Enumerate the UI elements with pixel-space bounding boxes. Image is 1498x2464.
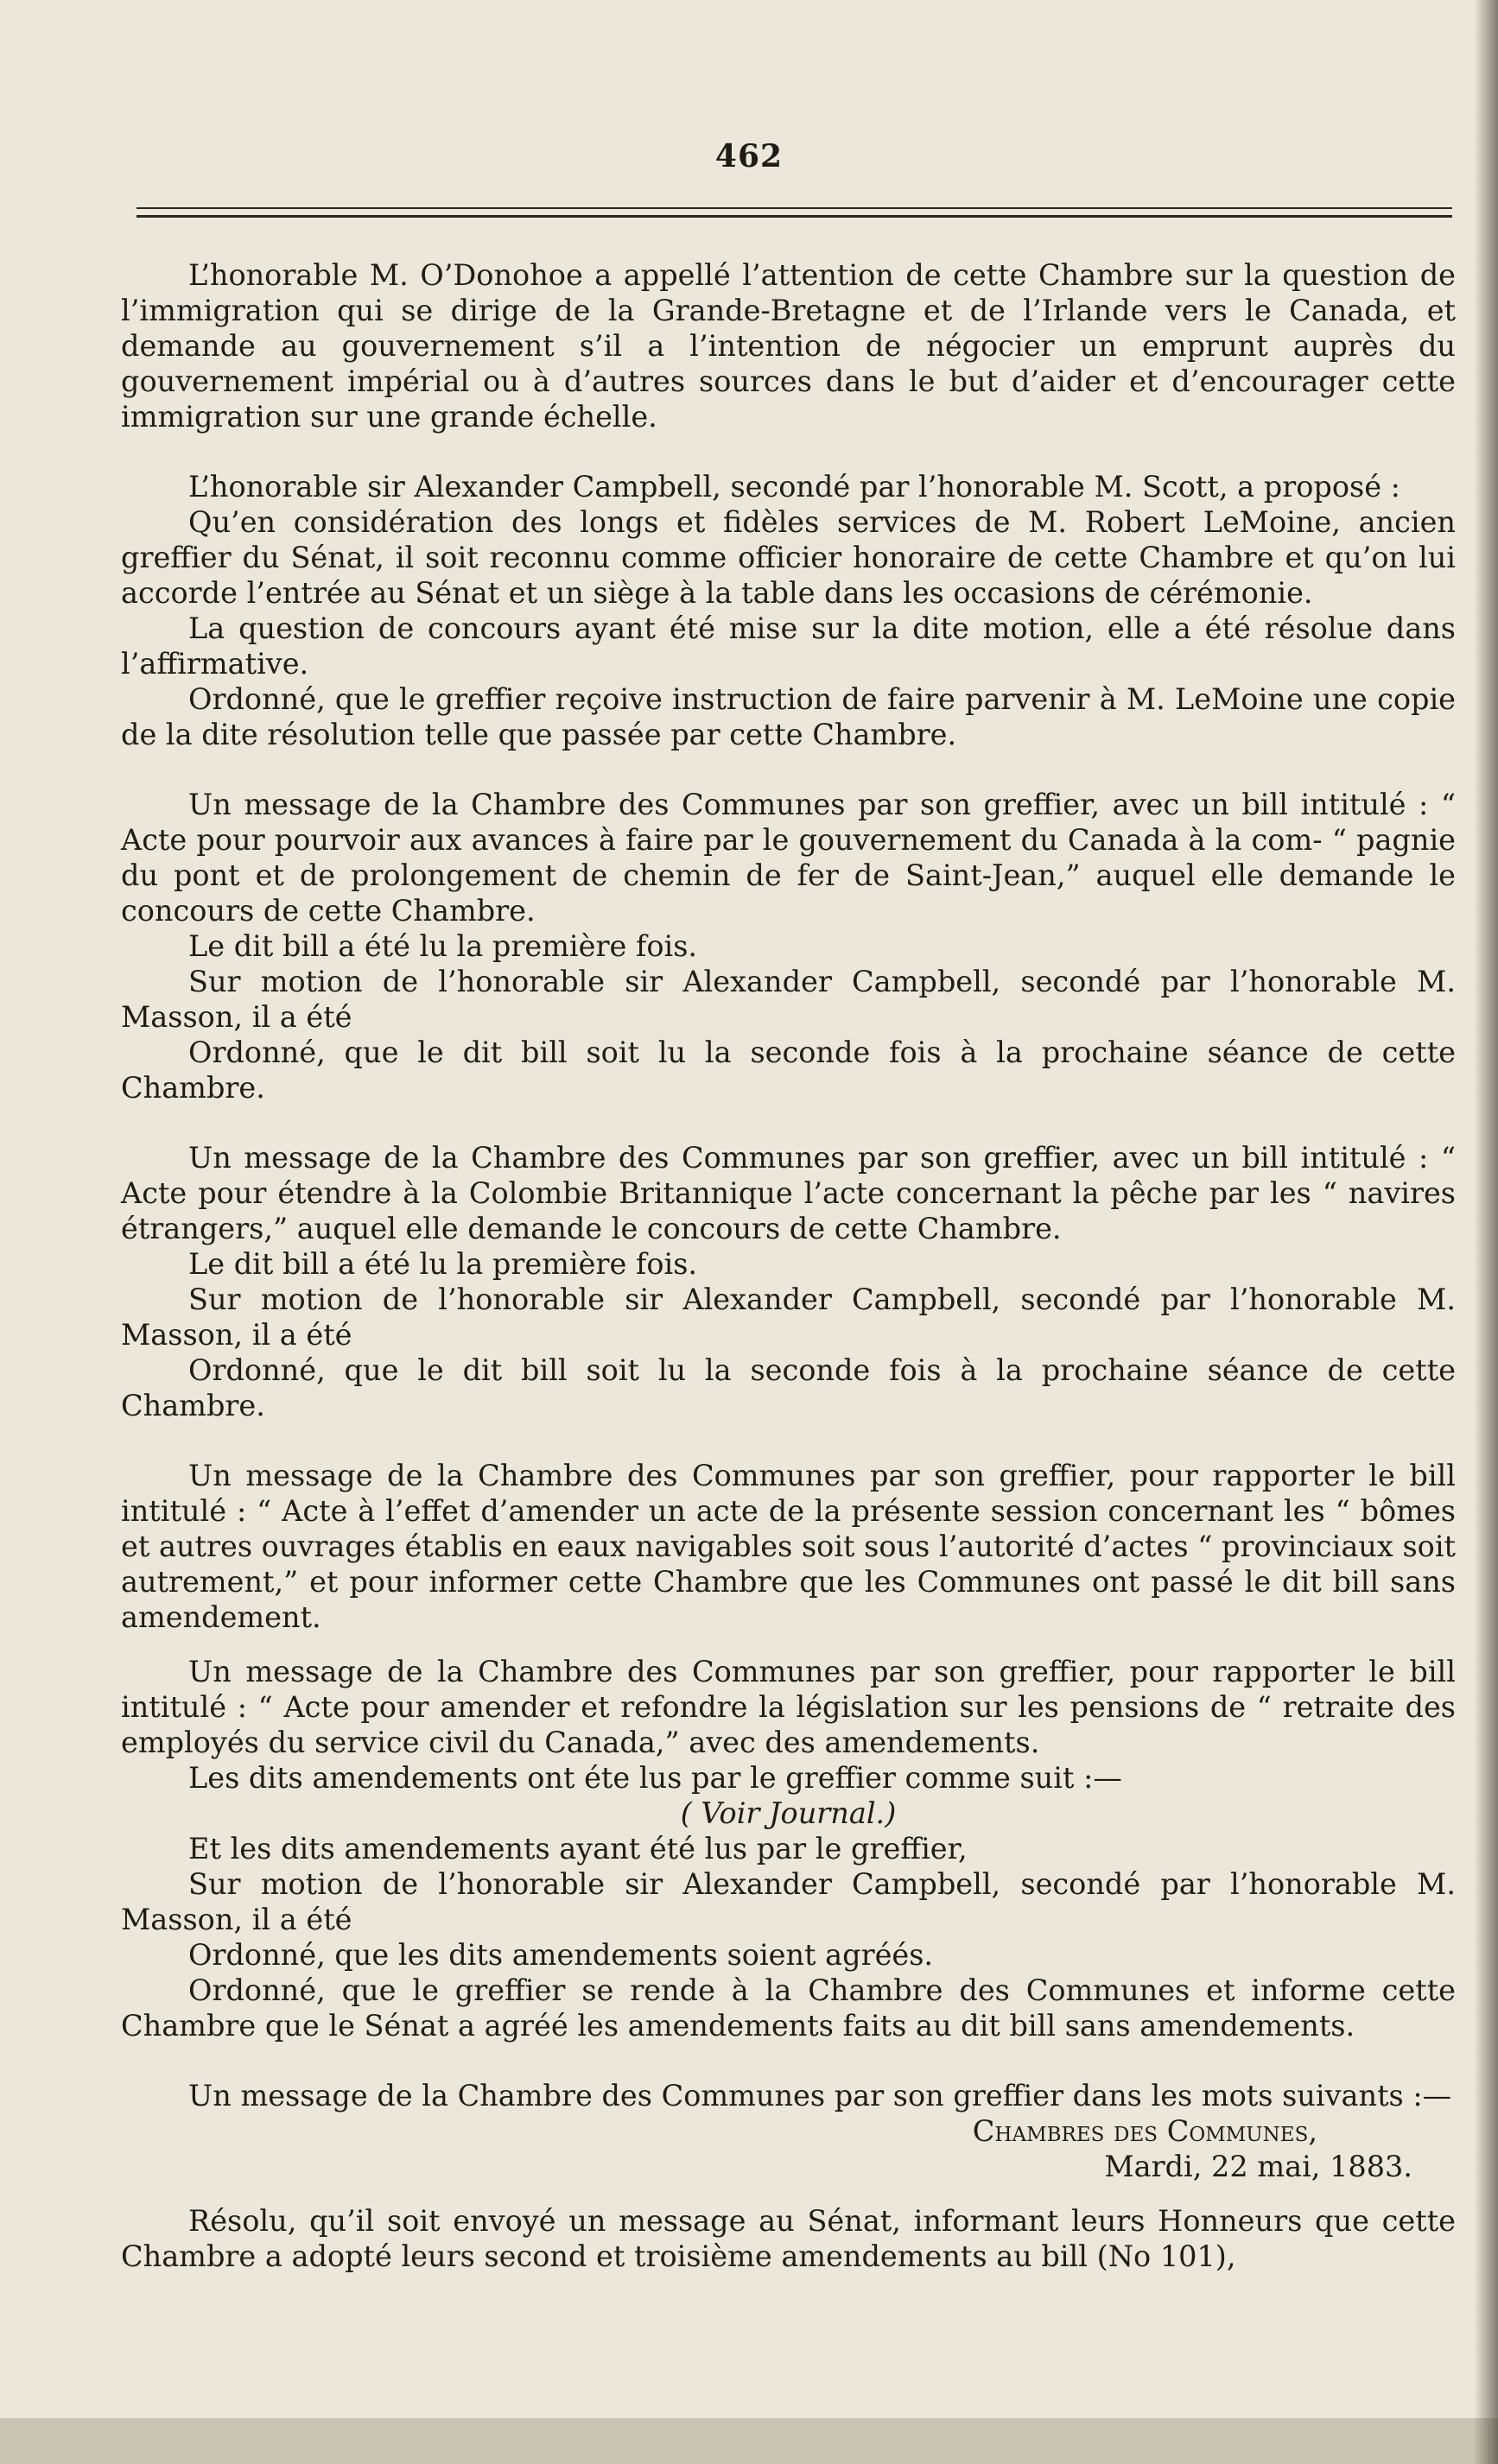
paragraph-message-colombie: Un message de la Chambre des Communes par son greffier, avec un bill intitulé : “ Acte pour étendre à la Colombie Britannique l’acte concernant la pêche par les “ navires étrangers,” auquel elle demande le concours de cette Chambre. <box>121 1141 1456 1245</box>
paragraph-message-mots-suivants: Un message de la Chambre des Communes par son greffier dans les mots suivants :— <box>188 2079 1452 2112</box>
paragraph-ordonne-agrees: Ordonné, que les dits amendements soient agréés. <box>188 1938 934 1972</box>
paragraph-resolu: Résolu, qu’il soit envoyé un message au Sénat, informant leurs Honneurs que cette Chambre a adopté leurs second et troisième amendements au bill (No 101), <box>121 2204 1456 2273</box>
voir-journal: ( Voir Journal.) <box>680 1796 897 1830</box>
page-body <box>121 257 1456 2274</box>
page-number: 462 <box>714 138 784 174</box>
paragraph-motion: Sur motion de l’honorable sir Alexander Campbell, secondé par l’honorable M. Masson, il a été <box>121 1283 1456 1352</box>
paragraph-motion: Sur motion de l’honorable sir Alexander Campbell, secondé par l’honorable M. Masson, il a été <box>121 965 1456 1034</box>
paragraph-first-reading: Le dit bill a été lu la première fois. <box>188 929 698 963</box>
paragraph-ordonne-second-reading: Ordonné, que le dit bill soit lu la seconde fois à la prochaine séance de cette Chambre. <box>121 1353 1456 1422</box>
paragraph-ordonne-lemoine: Ordonné, que le greffier reçoive instruction de faire parvenir à M. LeMoine une copie de la dite résolution telle que passée par cette Chambre. <box>121 682 1456 751</box>
paragraph-message-bomes: Un message de la Chambre des Communes par son greffier, pour rapporter le bill intitulé : “ Acte à l’effet d’amender un acte de la présente session concernant les “ bômes et autres ouvrages établis en eaux navigables soit sous l’autorité d’actes “ provinciaux soit autrement,” et pour informer cette Chambre que les Communes ont passé le dit bill sans amendement. <box>121 1459 1456 1634</box>
paragraph-amendments-lus: Et les dits amendements ayant été lus par le greffier, <box>188 1832 968 1865</box>
paragraph-campbell-motion: L’honorable sir Alexander Campbell, secondé par l’honorable M. Scott, a proposé : <box>188 470 1400 504</box>
message-date: Mardi, 22 mai, 1883. <box>1104 2150 1412 2183</box>
header-rule <box>136 207 1452 219</box>
paragraph-motion: Sur motion de l’honorable sir Alexander Campbell, secondé par l’honorable M. Masson, il a été <box>121 1867 1456 1936</box>
scan-bottom-edge <box>0 2418 1498 2464</box>
paragraph-ordonne-greffier: Ordonné, que le greffier se rende à la Chambre des Communes et informe cette Chambre que le Sénat a agréé les amendements faits au dit bill sans amendements. <box>121 1973 1456 2043</box>
paragraph-odonohoe: L’honorable M. O’Donohoe a appellé l’attention de cette Chambre sur la question de l’immigration qui se dirige de la Grande-Bretagne et de l’Irlande vers le Canada, et demande au gouvernement s’il a l’intention de négocier un emprunt auprès du gouvernement impérial ou à d’autres sources dans le but d’aider et d’encourager cette immigration sur une grande échelle. <box>121 258 1456 434</box>
paragraph-amendments-read: Les dits amendements ont éte lus par le greffier comme suit :— <box>188 1761 1122 1795</box>
paragraph-concours: La question de concours ayant été mise sur la dite motion, elle a été résolue dans l’affirmative. <box>121 611 1456 681</box>
paragraph-first-reading: Le dit bill a été lu la première fois. <box>188 1247 698 1281</box>
paragraph-message-saint-jean: Un message de la Chambre des Communes par son greffier, avec un bill intitulé : “ Acte pour pourvoir aux avances à faire par le gouvernement du Canada à la com- “ pagnie du pont et de prolongement de chemin de fer de Saint-Jean,” auquel elle demande le concours de cette Chambre. <box>121 788 1456 928</box>
scan-binding-shadow <box>1474 0 1498 2464</box>
message-header-chambres: Chambres des Communes, <box>972 2114 1317 2148</box>
paragraph-ordonne-second-reading: Ordonné, que le dit bill soit lu la seconde fois à la prochaine séance de cette Chambre. <box>121 1036 1456 1105</box>
paragraph-lemoine-resolution: Qu’en considération des longs et fidèles services de M. Robert LeMoine, ancien greffier du Sénat, il soit reconnu comme officier honoraire de cette Chambre et qu’on lui accorde l’entrée au Sénat et un siège à la table dans les occasions de cérémonie. <box>121 505 1456 610</box>
paragraph-message-pensions: Un message de la Chambre des Communes par son greffier, pour rapporter le bill intitulé : “ Acte pour amender et refondre la législation sur les pensions de “ retraite des employés du service civil du Canada,” avec des amendements. <box>121 1655 1456 1759</box>
